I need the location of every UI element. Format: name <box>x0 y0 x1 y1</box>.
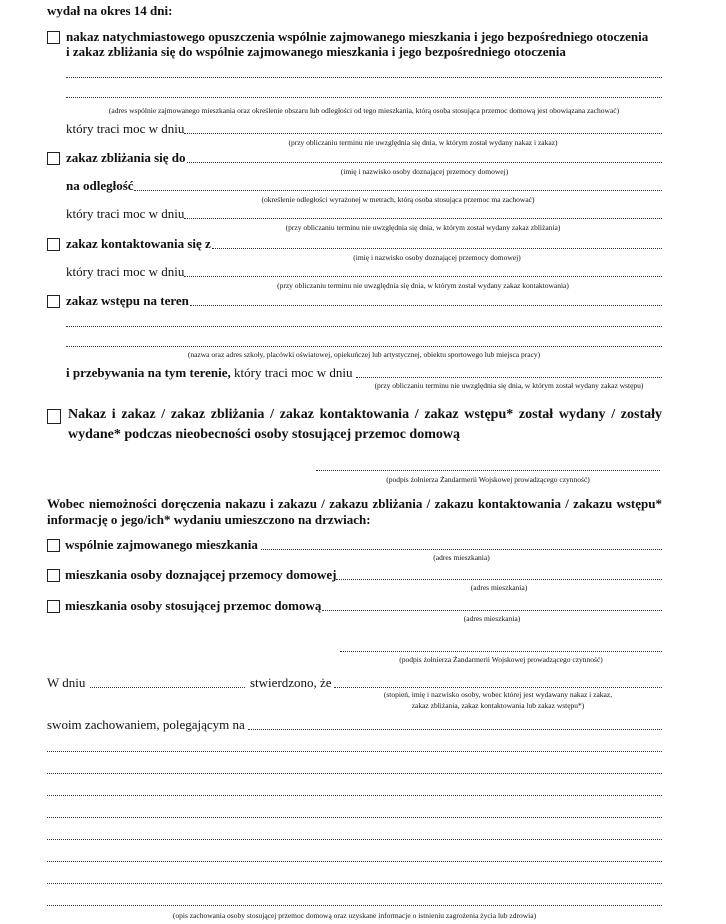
stay-line <box>66 365 352 381</box>
stay-bold-text: i przebywania na tym terenie, <box>66 365 231 380</box>
door-victim-address-field[interactable] <box>336 579 662 580</box>
premises-field-line1[interactable] <box>190 305 662 306</box>
expiry-label-1: który traci moc w dniu <box>66 121 185 136</box>
expiry-date-field-4[interactable] <box>356 377 662 378</box>
approach-ban-checkbox[interactable] <box>47 152 60 165</box>
expiry-hint-4: (przy obliczaniu terminu nie uwzględnia się dnia, w którym został wydany zakaz wstępu) <box>374 381 644 390</box>
absence-signature-field[interactable] <box>316 470 660 471</box>
order-leave-checkbox[interactable] <box>47 31 60 44</box>
behaviour-field-line6[interactable] <box>47 839 662 840</box>
door-victim-checkbox[interactable] <box>47 569 60 582</box>
order-leave-line2: i zakaz zbliżania się do wspólnie zajmowanego mieszkania i jego bezpośredniego otoczenia <box>66 44 566 59</box>
victim-name-field-2[interactable] <box>187 162 662 163</box>
stay-expiry-text: który traci moc w dniu <box>234 365 353 380</box>
behaviour-field-line9[interactable] <box>47 905 662 906</box>
expiry-label-3: który traci moc w dniu <box>66 264 185 279</box>
expiry-date-field-1[interactable] <box>184 133 662 134</box>
entry-ban-checkbox[interactable] <box>47 295 60 308</box>
door-victim-label: mieszkania osoby doznającej przemocy domowej <box>65 567 337 582</box>
contact-ban-label: zakaz kontaktowania się z <box>66 236 211 251</box>
expiry-hint-3: (przy obliczaniu terminu nie uwzględnia się dnia, w którym został wydany zakaz kontaktowania) <box>277 281 569 290</box>
behaviour-field-line3[interactable] <box>47 773 662 774</box>
door-shared-address-hint: (adres mieszkania) <box>433 553 490 562</box>
address-field-line2[interactable] <box>66 97 662 98</box>
behaviour-field-line8[interactable] <box>47 883 662 884</box>
finding-date-label: W dniu <box>47 675 86 690</box>
finding-stated-label: stwierdzono, że <box>250 675 332 690</box>
victim-name-hint-2: (imię i nazwisko osoby doznającej przemocy domowej) <box>340 167 509 176</box>
door-perpetrator-label: mieszkania osoby stosującej przemoc domową <box>65 598 322 613</box>
door-shared-checkbox[interactable] <box>47 539 60 552</box>
expiry-hint-2: (przy obliczaniu terminu nie uwzględnia się dnia, w którym został wydany zakaz zbliżania) <box>285 223 561 232</box>
inability-line1: Wobec niemożności doręczenia nakazu i zakazu / zakazu zbliżania / zakazu kontaktowania / zakazu wstępu* <box>47 496 662 511</box>
behaviour-field-line1[interactable] <box>248 729 662 730</box>
door-perpetrator-checkbox[interactable] <box>47 600 60 613</box>
behaviour-field-line2[interactable] <box>47 751 662 752</box>
finding-person-hint-1: (stopień, imię i nazwisko osoby, wobec której jest wydawany nakaz i zakaz, <box>383 690 613 699</box>
entry-ban-label: zakaz wstępu na teren <box>66 293 189 308</box>
finding-person-hint-2: zakaz zbliżania, zakaz kontaktowania lub zakaz wstępu*) <box>411 701 585 710</box>
order-leave-line1: nakaz natychmiastowego opuszczenia wspólnie zajmowanego mieszkania i jego bezpośredniego otoczenia <box>66 29 649 44</box>
door-victim-address-hint: (adres mieszkania) <box>470 583 528 592</box>
victim-name-field-3[interactable] <box>212 248 662 249</box>
contact-ban-checkbox[interactable] <box>47 238 60 251</box>
absence-checkbox[interactable] <box>47 409 61 424</box>
absence-line1: Nakaz i zakaz / zakaz zbliżania / zakaz kontaktowania / zakaz wstępu* został wydany / zostały <box>68 407 662 422</box>
address-field-line1[interactable] <box>66 77 662 78</box>
premises-field-line3[interactable] <box>66 346 662 347</box>
expiry-date-field-3[interactable] <box>184 276 662 277</box>
distance-field[interactable] <box>134 190 662 191</box>
expiry-hint-1: (przy obliczaniu terminu nie uwzględnia się dnia, w którym został wydany nakaz i zakaz) <box>288 138 558 147</box>
inability-signature-hint: (podpis żołnierza Żandarmerii Wojskowej prowadzącego czynność) <box>399 655 603 664</box>
absence-line2: wydane* podczas nieobecności osoby stosującej przemoc domową <box>68 427 460 442</box>
premises-field-line2[interactable] <box>66 326 662 327</box>
behaviour-field-line5[interactable] <box>47 817 662 818</box>
finding-date-field[interactable] <box>90 687 245 688</box>
expiry-label-2: który traci moc w dniu <box>66 206 185 221</box>
finding-person-field[interactable] <box>334 687 662 688</box>
door-shared-label: wspólnie zajmowanego mieszkania <box>65 537 258 552</box>
inability-signature-field[interactable] <box>340 651 662 652</box>
inability-line2: informację o jego/ich* wydaniu umieszczono na drzwiach: <box>47 512 371 527</box>
door-perpetrator-address-field[interactable] <box>322 610 662 611</box>
address-hint: (adres wspólnie zajmowanego mieszkania oraz określenie obszaru lub odległości od tego mieszkania, którą osoba stosująca przemoc domową jest obowiązana zachować) <box>108 106 620 115</box>
distance-label: na odległość <box>66 178 134 193</box>
expiry-date-field-2[interactable] <box>184 218 662 219</box>
distance-hint: (określenie odległości wyrażonej w metrach, którą osoba stosująca przemoc ma zachować) <box>261 195 535 204</box>
door-perpetrator-address-hint: (adres mieszkania) <box>463 614 521 623</box>
approach-ban-label: zakaz zbliżania się do <box>66 150 186 165</box>
behaviour-field-line7[interactable] <box>47 861 662 862</box>
behaviour-label: swoim zachowaniem, polegającym na <box>47 717 245 732</box>
premises-hint: (nazwa oraz adres szkoły, placówki oświatowej, opiekuńczej lub artystycznej, obiektu sportowego lub miejsca pracy) <box>187 350 541 359</box>
absence-signature-hint: (podpis żołnierza Żandarmerii Wojskowej prowadzącego czynność) <box>386 475 590 484</box>
door-shared-address-field[interactable] <box>261 549 662 550</box>
victim-name-hint-3: (imię i nazwisko osoby doznającej przemocy domowej) <box>353 253 521 262</box>
behaviour-hint: (opis zachowania osoby stosującej przemoc domową oraz uzyskane informacje o istnieniu zagrożenia życia lub zdrowia) <box>172 911 537 920</box>
section-heading: wydał na okres 14 dni: <box>47 3 173 18</box>
behaviour-field-line4[interactable] <box>47 795 662 796</box>
